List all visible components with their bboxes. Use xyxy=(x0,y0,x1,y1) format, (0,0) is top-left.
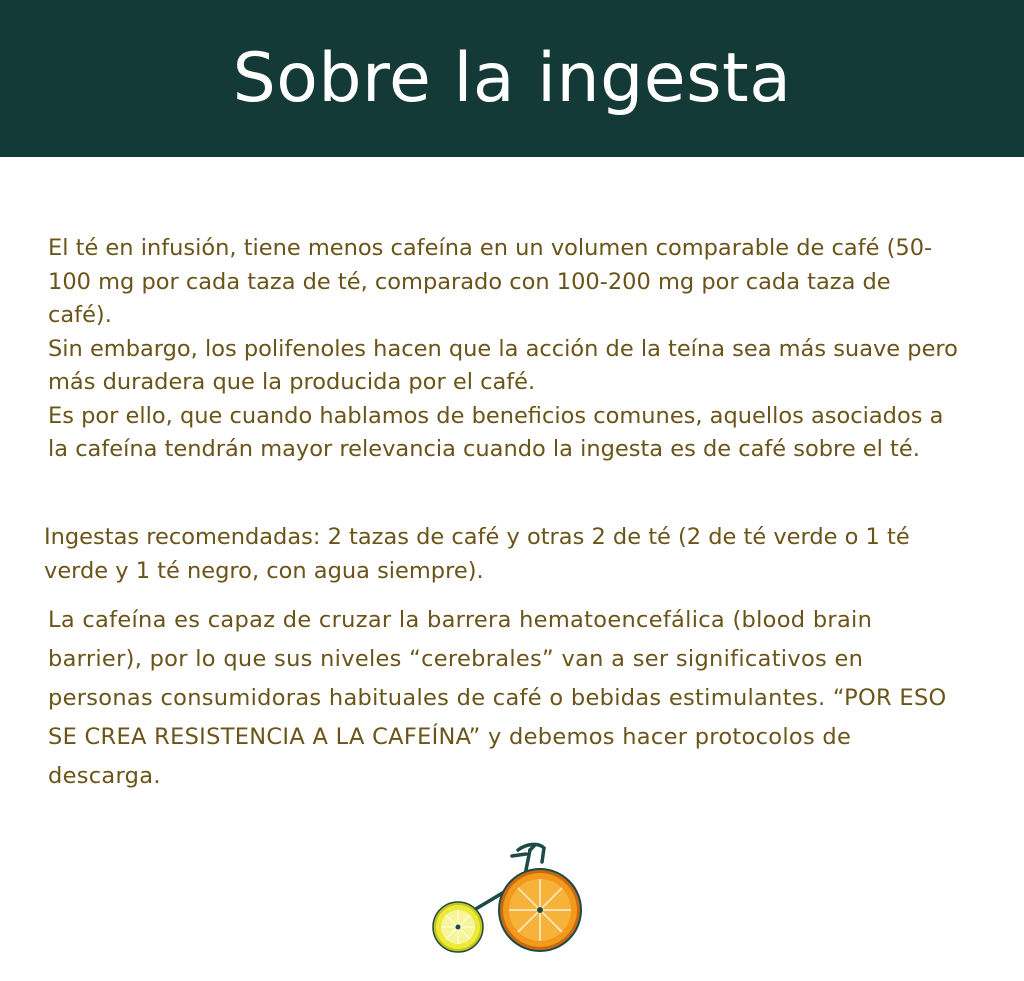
page-header xyxy=(0,0,1024,157)
citrus-bicycle-icon xyxy=(426,832,592,958)
caffeine-brain-text: La cafeína es capaz de cruzar la barrera hematoencefálica (blood brain barrier), por lo que sus niveles “cerebrales” van a ser significativos en personas consumidoras habituales de café o bebidas estimulantes. “POR ESO SE CREA RESISTENCIA A LA CAFEÍNA” y debemos hacer protocolos de descarga. xyxy=(48,607,947,789)
intro-paragraph: Es por ello, que cuando hablamos de beneficios comunes, aquellos asociados a la cafeína tendrán mayor relevancia cuando la ingesta es de café sobre el té. xyxy=(48,402,944,462)
lemon-wheel xyxy=(433,902,483,952)
intro-text xyxy=(48,232,958,467)
recommended-intake-text: Ingestas recomendadas: 2 tazas de café y otras 2 de té (2 de té verde o 1 té verde y 1 té negro, con agua siempre). xyxy=(44,524,910,584)
page-title: Sobre la ingesta xyxy=(232,39,792,118)
orange-wheel xyxy=(499,869,581,951)
intro-paragraph: El té en infusión, tiene menos cafeína en un volumen comparable de café (50-100 mg por cada taza de té, comparado con 100-200 mg por cada taza de café). xyxy=(48,235,933,328)
intro-paragraph: Sin embargo, los polifenoles hacen que la acción de la teína sea más suave pero más duradera que la producida por el café. xyxy=(48,335,958,395)
